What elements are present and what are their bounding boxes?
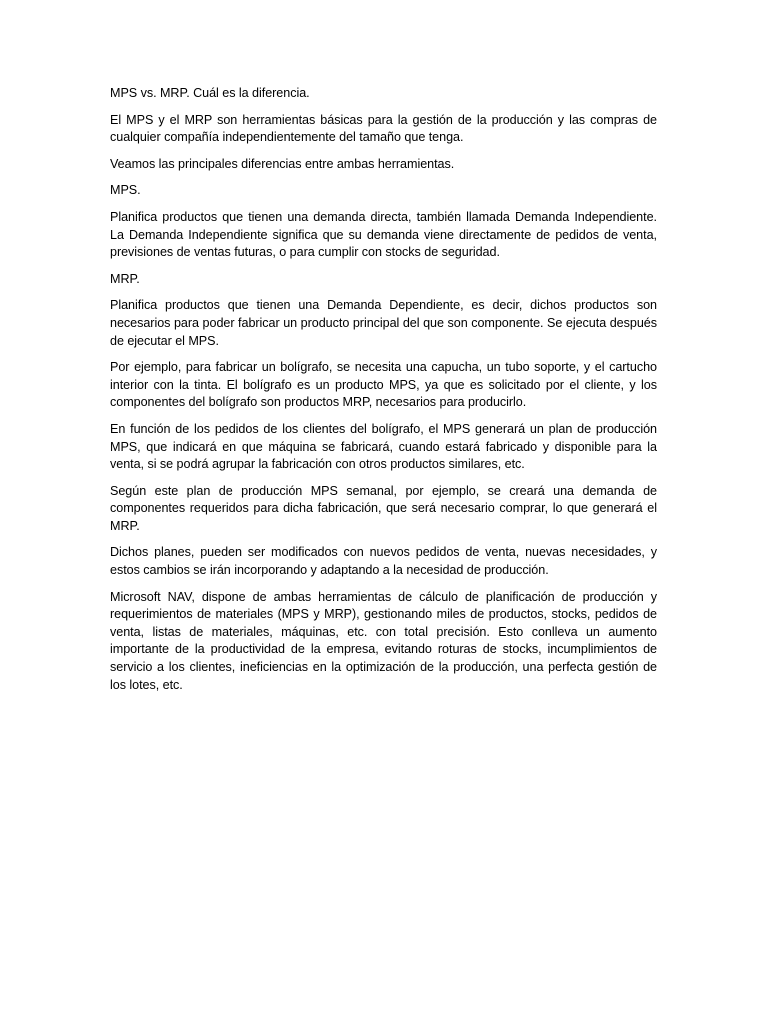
paragraph-plan-changes: Dichos planes, pueden ser modificados con nuevos pedidos de venta, nuevas necesidades, y estos cambios se irán incorporando y adaptando a la necesidad de producción. (110, 545, 657, 578)
paragraph-example: Por ejemplo, para fabricar un bolígrafo, se necesita una capucha, un tubo soporte, y el cartucho interior con la tinta. El bolígrafo es un producto MPS, ya que es solicitado por el cliente, y los componentes del bolígrafo son productos MRP, necesarios para producirlo. (110, 360, 657, 410)
paragraph-microsoft-nav: Microsoft NAV, dispone de ambas herramientas de cálculo de planificación de producción y requerimientos de materiales (MPS y MRP), gestionando miles de productos, stocks, pedidos de venta, listas de materiales, máquinas, etc. con total precisión. Esto conlleva un aumento importante de la productividad de la empresa, evitando roturas de stocks, incumplimientos de servicio a los clientes, ineficiencias en la optimización de la producción, una perfecta gestión de los lotes, etc. (110, 589, 657, 692)
document-title: MPS vs. MRP. Cuál es la diferencia. (110, 86, 310, 100)
paragraph-mrp-demand: Según este plan de producción MPS semanal, por ejemplo, se creará una demanda de componentes requeridos para dicha fabricación, que será necesario comprar, lo que generará el MRP. (110, 483, 657, 533)
section-heading-mrp: MRP. (110, 271, 140, 286)
paragraph-mrp-definition: Planifica productos que tienen una Demanda Dependiente, es decir, dichos productos son necesarios para poder fabricar un producto principal del que son componente. Se ejecuta después de ejecutar el MPS. (110, 298, 657, 348)
paragraph-mps-definition: Planifica productos que tienen una demanda directa, también llamada Demanda Independiente. La Demanda Independiente significa que su demanda viene directamente de pedidos de venta, previsiones de ventas futuras, o para cumplir con stocks de seguridad. (110, 209, 657, 260)
section-heading-mps: MPS. (110, 183, 141, 198)
paragraph-intro: El MPS y el MRP son herramientas básicas para la gestión de la producción y las compras de cualquier compañía independientemente del tamaño que tenga. (110, 112, 657, 145)
paragraph-lead: Veamos las principales diferencias entre ambas herramientas. (110, 156, 455, 171)
paragraph-mps-plan: En función de los pedidos de los clientes del bolígrafo, el MPS generará un plan de producción MPS, que indicará en que máquina se fabricará, cuando estará fabricado y disponible para la venta, si se podrá agrupar la fabricación con otros productos similares, etc. (110, 421, 657, 472)
